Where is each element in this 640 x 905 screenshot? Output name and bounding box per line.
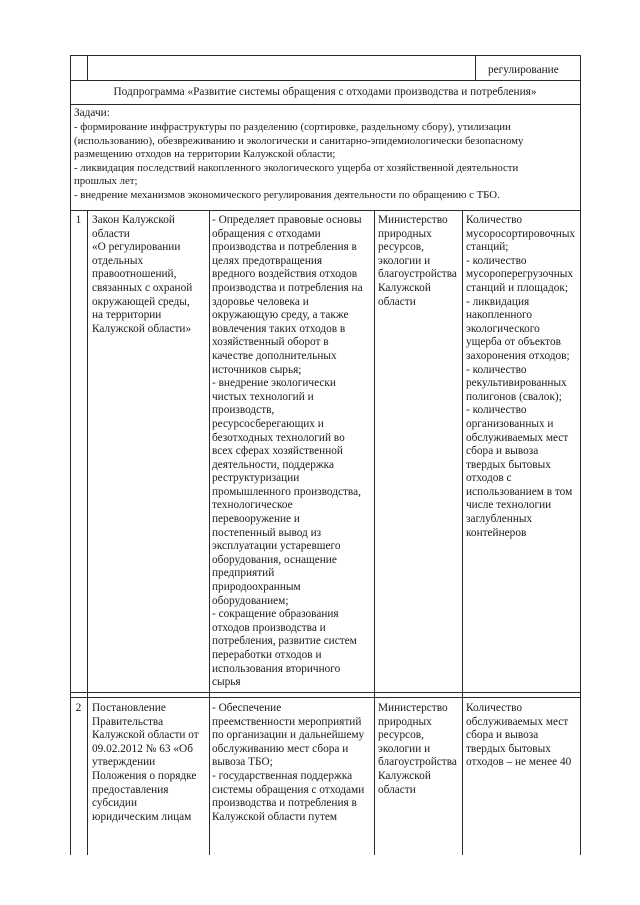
row1-document: Закон Калужской области «О регулировании отдельных правоотношений, связанных с охраной окружающей среды, на территории Калужской области» — [92, 214, 193, 335]
table-left-border — [70, 55, 71, 855]
row-divider-tasks — [70, 104, 580, 105]
row2-content: - Обеспечение преемственности мероприятий по организации и дальнейшему обслуживанию мест сбора и вывоза ТБО; - государственная поддержка системы обращения с отходами производства и потребления в Калужской области путем — [212, 702, 365, 823]
row-divider-row1 — [70, 210, 580, 211]
row1-indicators: Количество мусоросортировочных станций; - количество мусороперегрузочных станций и площадок; - ликвидация накопленного экологического ущерба от объектов захоронения отходов; - количество рекультивированных полигонов (свалок); - количество организованных и обслуживаемых мест сбора и вывоза твердых бытовых отходов с использованием в том числе технологии заглубленных контейнеров — [466, 214, 576, 539]
top-row-regulation-text: регулирование — [488, 64, 559, 76]
row2-indicators: Количество обслуживаемых мест сбора и вывоза твердых бытовых отходов – не менее 40 — [466, 702, 572, 769]
subprogram-title: Подпрограмма «Развитие системы обращения с отходами производства и потребления» — [113, 86, 537, 98]
row2-number: 2 — [75, 702, 82, 714]
row-divider-subprogram — [70, 80, 580, 81]
row1-content: - Определяет правовые основы обращения с отходами производства и потребления в целях предотвращения вредного воздействия отходов производства и потребления на здоровье человека и окружающую среду, а также вовлечения таких отходов в хозяйственный оборот в качестве дополнительных источников сырья; - внедрение экологически чистых технологий и производств, ресурсосберегающих и безотходных технологий во всех сферах хозяйственной деятельности, поддержка реструктуризации промышленного производства, технологическое перевооружение и постепенный вывод из эксплуатации устаревшего оборудования, оснащение предприятий природоохранным оборудованием; - сокращение образования отходов производства и потребления, развитие систем переработки отходов и использования вторичного сырья — [212, 214, 363, 689]
col-line-ministry — [462, 210, 463, 855]
table-right-border — [580, 55, 581, 855]
col-line-content — [374, 210, 375, 855]
row2-document: Постановление Правительства Калужской области от 09.02.2012 № 63 «Об утверждении Положения о порядке предоставления субсидии юридическим лицам — [92, 702, 199, 823]
row1-number: 1 — [75, 214, 82, 226]
row-divider-row2-bottom — [70, 697, 580, 698]
col-line-num-top — [87, 55, 88, 80]
row2-ministry: Министерство природных ресурсов, экологии и благоустройства Калужской области — [378, 702, 457, 796]
tasks-heading: Задачи: — [74, 107, 110, 119]
row1-ministry: Министерство природных ресурсов, экологии и благоустройства Калужской области — [378, 214, 457, 308]
col-line-ind-top — [475, 55, 476, 80]
col-line-doc — [209, 210, 210, 855]
row-divider-row2 — [70, 692, 580, 693]
col-line-num — [87, 210, 88, 855]
table-top-border — [70, 55, 580, 56]
tasks-list: - формирование инфраструктуры по разделению (сортировке, раздельному сбору), утилизации (использованию), обезвреживанию и экологически и санитарно-эпидемиологически безопасному размещению отходов на территории Калужской области; - ликвидация последствий накопленного экологического ущерба от хозяйственной деятельности прошлых лет; - внедрение механизмов экономического регулирования деятельности по обращению с ТБО. — [74, 121, 524, 201]
